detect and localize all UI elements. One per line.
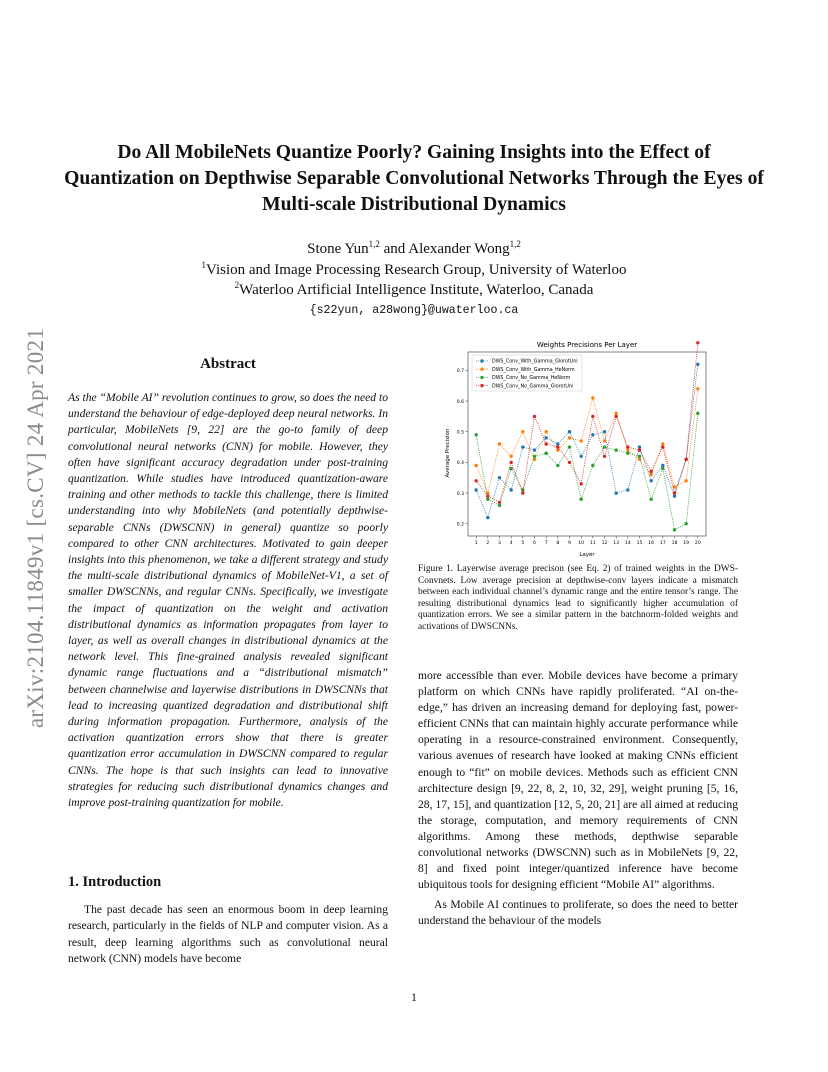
legend-swatch-marker: [480, 368, 483, 371]
right-column-text: [418, 668, 738, 930]
data-point: [579, 482, 582, 485]
data-point: [673, 494, 676, 497]
x-tick-label: 1: [474, 541, 478, 546]
data-point: [579, 498, 582, 501]
data-point: [638, 445, 641, 448]
data-point: [556, 464, 559, 467]
author-affiliation-marker: 1,2: [509, 239, 521, 249]
affiliation-text: Vision and Image Processing Research Group, University of Waterloo: [206, 262, 627, 278]
series-line: [476, 413, 698, 530]
data-point: [568, 436, 571, 439]
data-point: [591, 433, 594, 436]
data-point: [614, 412, 617, 415]
y-tick-label: 0.2: [456, 522, 464, 528]
x-tick-label: 19: [683, 541, 690, 546]
author-conjunction: and: [379, 241, 409, 257]
x-tick-label: 5: [521, 541, 525, 546]
affiliation-2: [60, 282, 768, 299]
data-point: [603, 445, 606, 448]
author-line: [60, 241, 768, 258]
affiliation-marker: 2: [234, 280, 240, 290]
data-point: [591, 415, 594, 418]
x-tick-label: 12: [601, 541, 608, 546]
x-tick-label: 7: [544, 541, 548, 546]
data-point: [626, 445, 629, 448]
data-point: [673, 528, 676, 531]
data-point: [591, 396, 594, 399]
weights-precision-chart: [418, 338, 738, 560]
data-point: [568, 445, 571, 448]
data-point: [661, 445, 664, 448]
data-point: [696, 341, 699, 344]
data-point: [626, 448, 629, 451]
x-tick-label: 14: [624, 541, 631, 546]
contact-email: {s22yun, a28wong}@uwaterloo.ca: [309, 304, 519, 317]
data-point: [556, 445, 559, 448]
x-tick-label: 10: [578, 541, 585, 546]
x-axis-label: Layer: [579, 552, 595, 558]
data-point: [626, 488, 629, 491]
y-tick-label: 0.7: [456, 369, 464, 375]
data-point: [474, 464, 477, 467]
author-name: Alexander Wong: [408, 241, 510, 257]
data-point: [603, 455, 606, 458]
data-point: [498, 442, 501, 445]
y-tick-label: 0.4: [456, 461, 464, 467]
data-point: [474, 479, 477, 482]
data-point: [638, 448, 641, 451]
x-tick-label: 3: [498, 541, 501, 546]
data-point: [579, 455, 582, 458]
legend-label: DWS_Conv_With_Gamma_GlorotUni: [492, 359, 578, 365]
author-affiliation-marker: 1,2: [368, 239, 380, 249]
data-point: [638, 455, 641, 458]
data-point: [696, 363, 699, 366]
page-number: 1: [411, 990, 417, 1004]
data-point: [614, 415, 617, 418]
x-tick-label: 2: [486, 541, 490, 546]
y-axis-label: Average Precision: [445, 428, 451, 478]
affiliation-text: Waterloo Artificial Intelligence Institute, Waterloo, Canada: [239, 282, 594, 298]
data-point: [544, 430, 547, 433]
x-tick-label: 20: [694, 541, 701, 546]
data-point: [521, 445, 524, 448]
data-point: [603, 439, 606, 442]
x-tick-label: 6: [533, 541, 536, 546]
data-point: [486, 498, 489, 501]
introduction-paragraph: The past decade has seen an enormous boom in deep learning research, particularly in the fields of NLP and computer vision. As a result, deep learning algorithms such as convolutional neural network (CNN) models have become: [68, 903, 388, 966]
data-point: [626, 452, 629, 455]
data-point: [533, 415, 536, 418]
data-point: [614, 491, 617, 494]
author-name: Stone Yun: [307, 241, 369, 257]
y-tick-label: 0.5: [456, 430, 464, 436]
data-point: [661, 467, 664, 470]
chart-title: Weights Precisions Per Layer: [536, 341, 638, 349]
data-point: [544, 452, 547, 455]
data-point: [533, 448, 536, 451]
x-tick-label: 16: [648, 541, 655, 546]
data-point: [661, 442, 664, 445]
legend-label: DWS_Conv_No_Gamma_HeNorm: [492, 376, 571, 382]
abstract-heading: Abstract: [200, 356, 256, 372]
data-point: [486, 494, 489, 497]
data-point: [649, 498, 652, 501]
data-point: [614, 448, 617, 451]
affiliation-1: [60, 262, 768, 279]
intro-paragraph-continued: more accessible than ever. Mobile devices have become a primary platform on which CNNs have rapidly proliferated. “AI on-the-edge,” has driven an increasing demand for deploying fast, power-efficient CNNs that can maintain highly accurate performance while operating in a resource-constrained environment. Consequently, various avenues of research have looked at making CNNs efficient enough to “fit” on mobile devices. Methods such as efficient CNN architecture design [9, 22, 8, 2, 10, 32, 29], weight pruning [5, 16, 28, 17, 15], and quantization [12, 5, 20, 21] are all aimed at reducing the storage, computation, and memory requirements of CNN algorithms. Among these methods, depthwise separable convolutional networks (DWSCNN) such as in MobileNets [9, 22, 8] and fixed point integer/quantized inference have become ubiquitous tools for designing efficient “Mobile AI” algorithms.: [418, 669, 738, 892]
x-tick-label: 17: [659, 541, 666, 546]
data-point: [649, 470, 652, 473]
section-heading-introduction: 1. Introduction: [68, 874, 162, 890]
series-line: [476, 389, 698, 493]
figure-1: [418, 338, 738, 560]
data-point: [509, 461, 512, 464]
affiliation-marker: 1: [201, 260, 207, 270]
data-point: [661, 464, 664, 467]
data-point: [556, 448, 559, 451]
figure-caption: Figure 1. Layerwise average precison (see Eq. 2) of trained weights in the DWS-Convnets. Low average precision at depthwise-conv layers indicate a mismatch between each individual channel’s dynamic range and the entire tensor’s range. The resulting distributional dynamics lead to significantly higher accumulation of quantization errors. We see a similar pattern in the batchnorm-folded weights and activations of DWSCNNs.: [418, 564, 738, 632]
data-point: [649, 479, 652, 482]
x-tick-label: 11: [589, 541, 596, 546]
legend-swatch-marker: [480, 359, 483, 362]
data-point: [556, 442, 559, 445]
y-tick-label: 0.3: [456, 491, 464, 497]
legend-swatch-marker: [480, 384, 483, 387]
data-point: [544, 436, 547, 439]
data-point: [498, 501, 501, 504]
data-point: [498, 476, 501, 479]
data-point: [684, 522, 687, 525]
x-tick-label: 9: [568, 541, 571, 546]
legend-label: DWS_Conv_With_Gamma_HeNorm: [492, 367, 575, 373]
data-point: [474, 433, 477, 436]
abstract-body: As the “Mobile AI” revolution continues to grow, so does the need to understand the behaviour of edge-deployed deep neural networks. In particular, MobileNets [9, 22] are the go-to family of deep convolutional neural networks (CNN) for mobile. However, they often have significant accuracy degradation under post-training quantization. While studies have introduced quantization-aware training and other methods to tackle this challenge, there is limited understanding into why MobileNets (and potentially depthwise-separable CNNs (DWSCNN) in general) quantize so poorly compared to other CNN architectures. Motivated to gain deeper insights into this phenomenon, we take a different strategy and study the multi-scale distributional dynamics of MobileNet-V1, a set of smaller DWSCNNs, and regular CNNs. Specifically, we investigate the impact of quantization on the weight and activation distributional dynamics as information propagates from layer to layer, as well as overall changes in distributional dynamics at the network level. This fine-grained analysis revealed significant dynamic range fluctuations and a “distributional mismatch” between channelwise and layerwise distributions in DWSCNNs that lead to increasing quantized degradation and distributional shift during information propagation. Furthermore, analysis of the activation quantization errors show that there is greater quantization error accumulation in DWSCNN compared to regular CNNs. The hope is that such insights can lead to innovative strategies for reducing such distributional dynamics changes and improve post-training quantization for mobile.: [68, 391, 388, 810]
data-point: [474, 488, 477, 491]
data-point: [486, 516, 489, 519]
data-point: [521, 430, 524, 433]
arxiv-stamp: [16, 288, 56, 768]
y-tick-label: 0.6: [456, 399, 464, 405]
legend-swatch-marker: [480, 376, 483, 379]
data-point: [684, 479, 687, 482]
data-point: [521, 491, 524, 494]
data-point: [591, 464, 594, 467]
x-tick-label: 8: [556, 541, 560, 546]
data-point: [509, 488, 512, 491]
x-tick-label: 4: [509, 541, 513, 546]
x-tick-label: 18: [671, 541, 678, 546]
data-point: [533, 455, 536, 458]
data-point: [509, 455, 512, 458]
arxiv-stamp-text: arXiv:2104.11849v1 [cs.CV] 24 Apr 2021: [23, 327, 49, 729]
data-point: [579, 439, 582, 442]
data-point: [603, 430, 606, 433]
x-tick-label: 15: [636, 541, 643, 546]
data-point: [696, 412, 699, 415]
data-point: [568, 461, 571, 464]
data-point: [498, 504, 501, 507]
data-point: [696, 387, 699, 390]
data-point: [649, 473, 652, 476]
paper-title: Do All MobileNets Quantize Poorly? Gaining Insights into the Effect of Quantization on Depthwise Separable Convolutional Networks Through the Eyes of Multi-scale Distributional Dynamics: [64, 142, 764, 215]
x-tick-label: 13: [613, 541, 620, 546]
legend-label: DWS_Conv_No_Gamma_GlorotUni: [492, 384, 574, 390]
data-point: [673, 491, 676, 494]
data-point: [568, 430, 571, 433]
data-point: [684, 458, 687, 461]
intro-paragraph-2: As Mobile AI continues to proliferate, so does the need to better understand the behaviour of the models: [418, 898, 738, 928]
data-point: [544, 442, 547, 445]
